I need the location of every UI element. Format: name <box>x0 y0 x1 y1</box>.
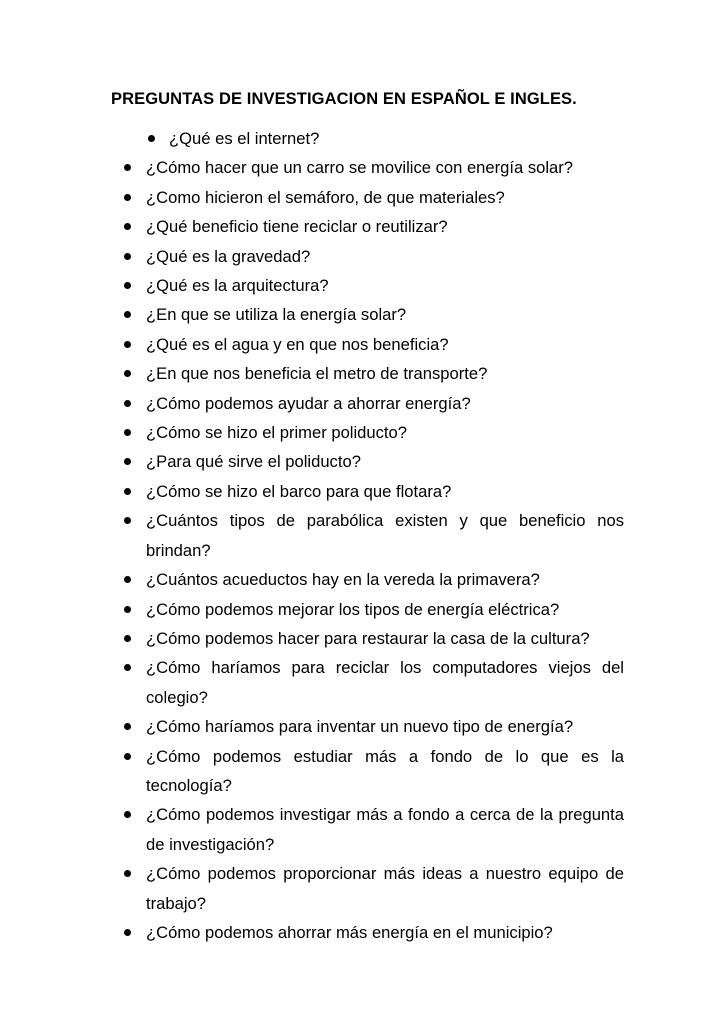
bullet-icon <box>124 429 131 436</box>
question-list <box>0 124 728 947</box>
bullet-icon <box>124 635 131 642</box>
bullet-icon <box>124 194 131 201</box>
question-text: ¿Cómo podemos estudiar más a fondo de lo que es la tecnología? <box>146 746 624 795</box>
bullet-icon <box>124 400 131 407</box>
question-text: ¿Qué es el internet? <box>169 129 320 148</box>
bullet-icon <box>124 576 131 583</box>
document-title: PREGUNTAS DE INVESTIGACION EN ESPAÑOL E INGLES. <box>111 90 577 108</box>
question-item <box>0 800 624 859</box>
question-item <box>0 477 624 506</box>
question-text: ¿Cómo hacer que un carro se movilice con energía solar? <box>146 158 574 178</box>
bullet-icon <box>124 458 131 465</box>
question-text: ¿Cómo podemos ahorrar más energía en el municipio? <box>146 922 553 942</box>
bullet-icon <box>124 253 131 260</box>
question-item <box>0 124 624 153</box>
bullet-icon <box>124 870 131 877</box>
question-text: ¿Qué es la gravedad? <box>146 246 311 266</box>
question-item <box>0 565 624 594</box>
question-item <box>0 359 624 388</box>
question-text: ¿Cómo podemos ayudar a ahorrar energía? <box>146 393 471 413</box>
question-item <box>0 859 624 918</box>
bullet-icon <box>124 929 131 936</box>
question-text: ¿Cómo se hizo el primer poliducto? <box>146 423 408 443</box>
question-text: ¿Cómo haríamos para inventar un nuevo tipo de energía? <box>146 717 574 737</box>
bullet-icon <box>148 135 155 142</box>
bullet-icon <box>124 370 131 377</box>
question-item <box>0 330 624 359</box>
question-item <box>0 447 624 476</box>
question-text: ¿Cómo podemos proporcionar más ideas a nuestro equipo de trabajo? <box>146 864 624 913</box>
bullet-icon <box>124 606 131 613</box>
question-item <box>0 183 624 212</box>
question-item <box>0 242 624 271</box>
question-text: ¿Qué beneficio tiene reciclar o reutilizar? <box>146 217 448 237</box>
question-text: ¿Para qué sirve el poliducto? <box>146 452 361 472</box>
question-text: ¿Cómo haríamos para reciclar los computadores viejos del colegio? <box>146 658 624 707</box>
question-item <box>0 389 624 418</box>
bullet-icon <box>124 311 131 318</box>
question-item <box>0 153 624 182</box>
question-text: ¿En que nos beneficia el metro de transporte? <box>146 364 488 384</box>
bullet-icon <box>124 723 131 730</box>
bullet-icon <box>124 341 131 348</box>
question-text: ¿Cuántos tipos de parabólica existen y que beneficio nos brindan? <box>146 511 624 560</box>
question-item <box>0 271 624 300</box>
question-item <box>0 595 624 624</box>
bullet-icon <box>124 488 131 495</box>
bullet-icon <box>124 753 131 760</box>
bullet-icon <box>124 164 131 171</box>
question-item <box>0 418 624 447</box>
question-text: ¿Cómo se hizo el barco para que flotara? <box>146 481 452 501</box>
question-item <box>0 624 624 653</box>
question-text: ¿Como hicieron el semáforo, de que materiales? <box>146 187 505 207</box>
question-text: ¿En que se utiliza la energía solar? <box>146 305 407 325</box>
question-item <box>0 653 624 712</box>
bullet-icon <box>124 223 131 230</box>
question-text: ¿Cómo podemos investigar más a fondo a cerca de la pregunta de investigación? <box>146 805 624 854</box>
question-item <box>0 300 624 329</box>
bullet-icon <box>124 282 131 289</box>
question-item <box>0 918 624 947</box>
question-text: ¿Cómo podemos mejorar los tipos de energía eléctrica? <box>146 599 560 619</box>
question-text: ¿Cuántos acueductos hay en la vereda la primavera? <box>146 570 540 590</box>
question-item <box>0 712 624 741</box>
question-text: ¿Cómo podemos hacer para restaurar la casa de la cultura? <box>146 628 590 648</box>
bullet-icon <box>124 811 131 818</box>
question-item <box>0 212 624 241</box>
question-item <box>0 742 624 801</box>
question-text: ¿Qué es el agua y en que nos beneficia? <box>146 334 449 354</box>
question-item <box>0 506 624 565</box>
bullet-icon <box>124 664 131 671</box>
question-text: ¿Qué es la arquitectura? <box>146 276 329 296</box>
bullet-icon <box>124 517 131 524</box>
